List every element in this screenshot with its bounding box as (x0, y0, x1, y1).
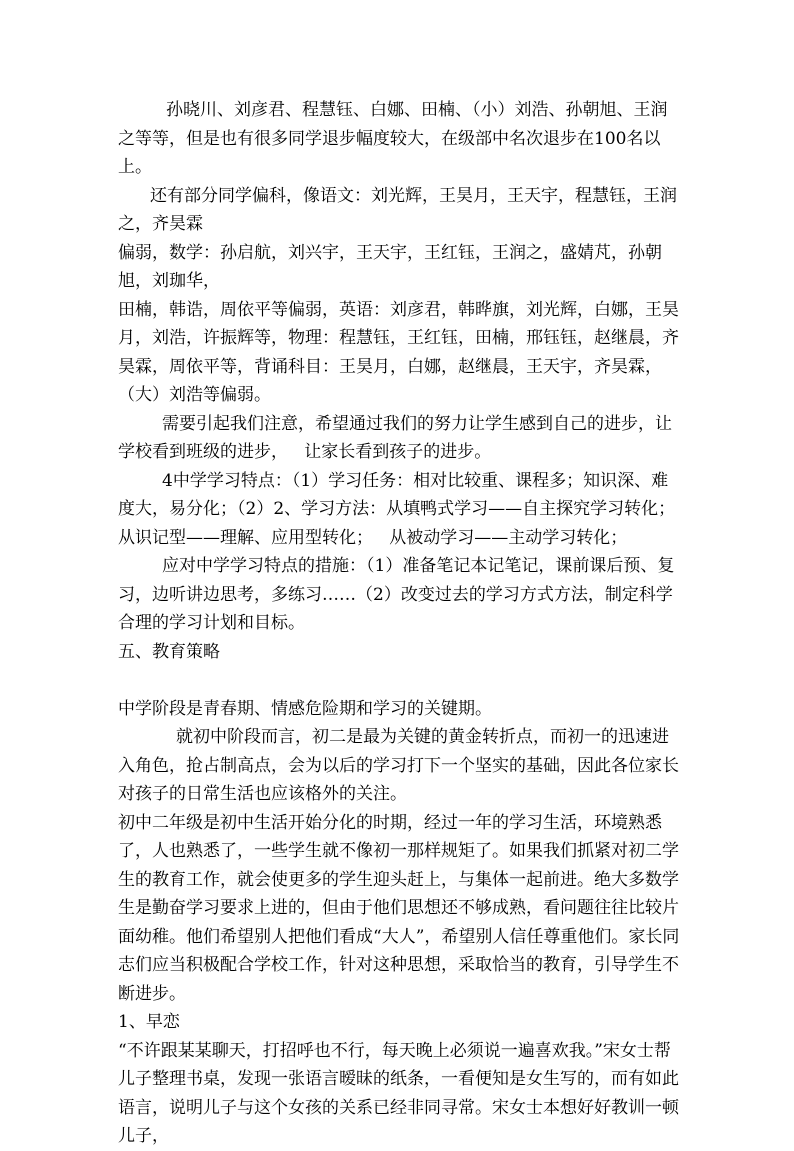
subheading-early-love: 1、早恋 (118, 1012, 180, 1032)
blank-line (118, 666, 684, 695)
paragraph-key-period: 中学阶段是青春期、情感危险期和学习的关键期。 (118, 698, 492, 719)
paragraph-grade-two-turning-point: 就初中阶段而言，初二是最为关键的黄金转折点，而初一的迅速进入角色，抢占制高点，会为以后的学习打下一个坚实的基础，因此各位家长对孩子的日常生活也应该格外的关注。 (118, 727, 679, 804)
paragraph-progress-students: 孙晓川、刘彦君、程慧钰、白娜、田楠、（小）刘浩、孙朝旭、王润之等等，但是也有很多同学退步幅度较大，在级部中名次退步在100名以上。 (118, 100, 668, 177)
paragraph-english-physics-weakness: 田楠，韩诰，周依平等偏弱，英语：刘彦君，韩晔旗，刘光辉，白娜，王昊月，刘浩，许振辉等，物理：程慧钰，王红钰，田楠，邢钰钰，赵继晨，齐昊霖，周依平等，背诵科目：王昊月，白娜，赵继晨，王天宇，齐昊霖，（大）刘浩等偏弱。 (118, 299, 679, 405)
paragraph-study-characteristics: 4中学学习特点：（1）学习任务：相对比较重、课程多；知识深、难度大，易分化；（2）2、学习方法：从填鸭式学习——自主探究学习转化； 从识记型——理解、应用型转化； 从被动学习——主动学习转化； (118, 470, 692, 548)
paragraph-attention-note: 需要引起我们注意，希望通过我们的努力让学生感到自己的进步，让学校看到班级的进步， 让家长看到孩子的进步。 (118, 413, 672, 462)
paragraph-math-weakness: 偏弱，数学：孙启航，刘兴宇，王天宇，王红钰，王润之，盛婧芃，孙朝旭，刘珈华， (118, 242, 662, 291)
document-body (118, 96, 692, 1151)
paragraph-early-love-story: “不许跟某某聊天，打招呼也不行，每天晚上必须说一遍喜欢我。”宋女士帮儿子整理书桌，发现一张语言暧昧的纸条，一看便知是女生写的，而有如此语言，说明儿子与这个女孩的关系已经非同寻常。宋女士本想好好教训一顿儿子， (118, 1040, 679, 1146)
paragraph-study-measures: 应对中学学习特点的措施：（1）准备笔记本记笔记，课前课后预、复习，边听讲边思考，多练习……（2）改变过去的学习方式方法，制定科学合理的学习计划和目标。 (118, 556, 675, 633)
paragraph-grade-two-differentiation: 初中二年级是初中生活开始分化的时期，经过一年的学习生活，环境熟悉了，人也熟悉了，一些学生就不像初一那样规矩了。如果我们抓紧对初二学生的教育工作，就会使更多的学生迎头赶上，与集体一起前进。绝大多数学生是勤奋学习要求上进的，但由于他们思想还不够成熟，看问题往往比较片面幼稚。他们希望别人把他们看成“大人”，希望别人信任尊重他们。家长同志们应当积极配合学校工作，针对这种思想，采取恰当的教育，引导学生不断进步。 (118, 812, 680, 1004)
section-heading-education-strategy: 五、教育策略 (118, 641, 220, 662)
paragraph-subject-weakness-intro: 还有部分同学偏科，像语文：刘光辉，王昊月，王天宇，程慧钰，王润之，齐昊霖 (118, 185, 677, 234)
